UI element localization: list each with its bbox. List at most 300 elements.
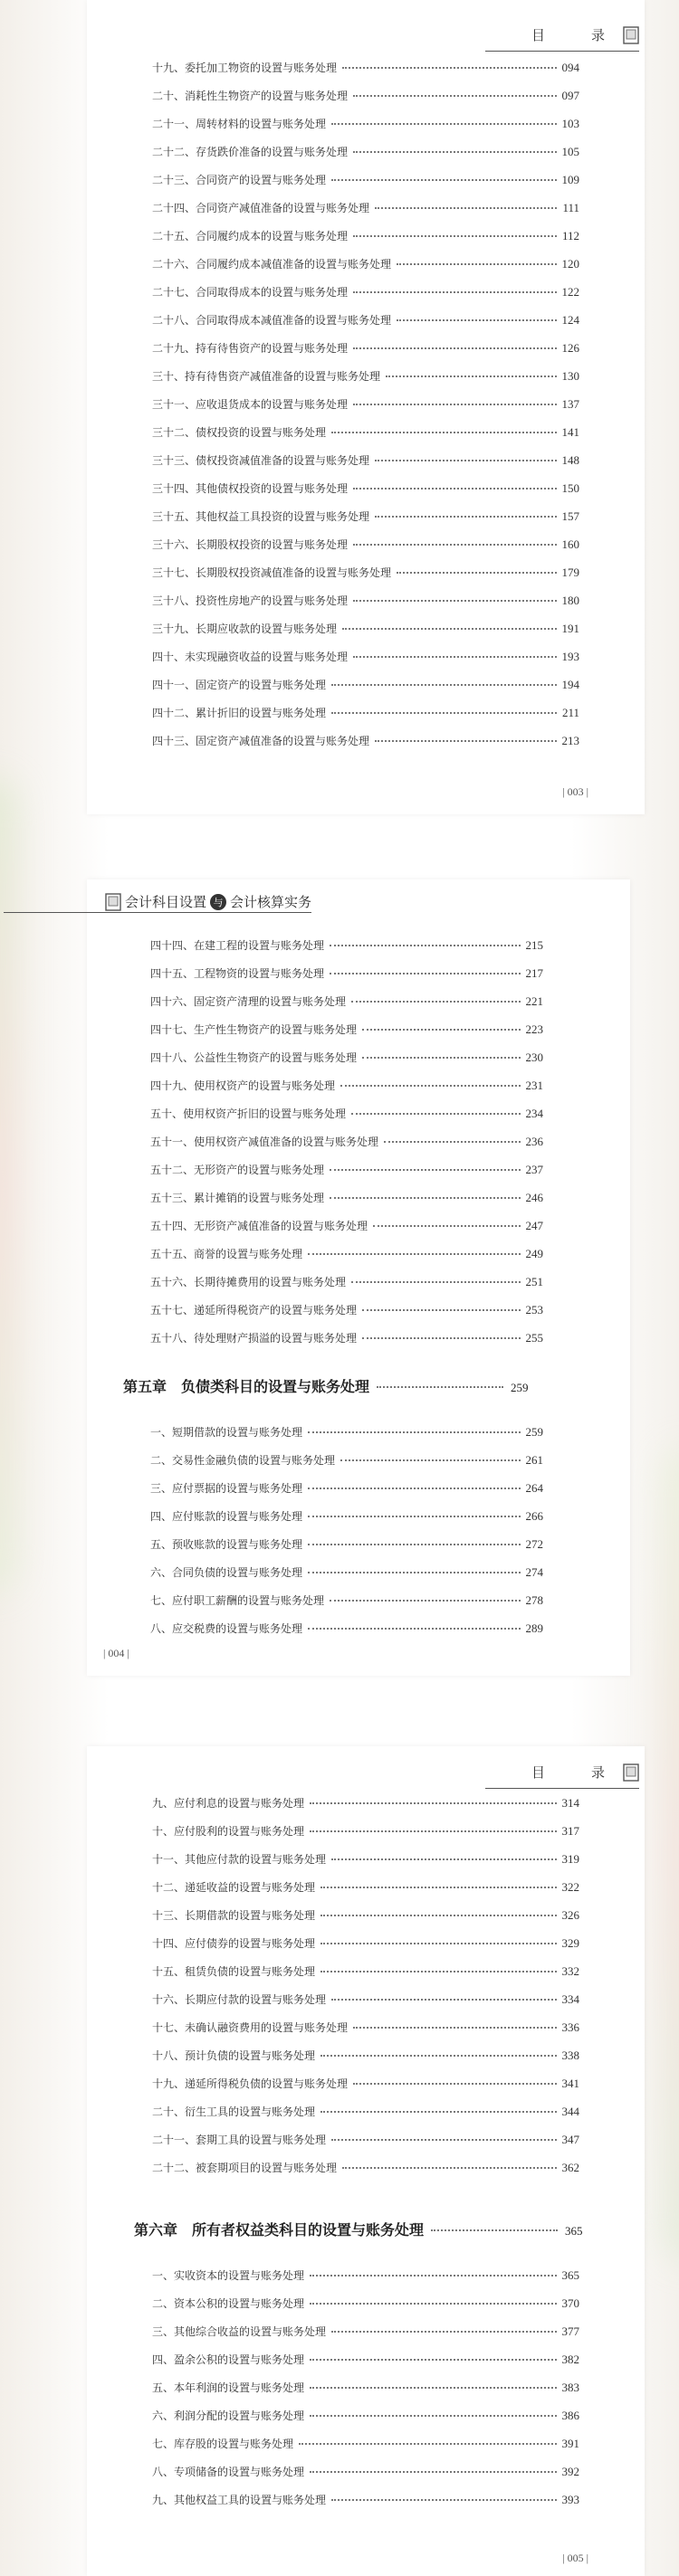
- toc-entry-title: 二十二、存货跌价准备的设置与账务处理: [152, 146, 349, 158]
- leader-dots: [310, 2415, 556, 2417]
- toc-entry-title: 五十二、无形资产的设置与账务处理: [150, 1164, 325, 1176]
- leader-dots: [342, 628, 556, 630]
- toc-entry-title: 十一、其他应付款的设置与账务处理: [152, 1853, 327, 1866]
- toc-entry-title: 三十九、长期应收款的设置与账务处理: [152, 623, 338, 635]
- book-icon: [623, 26, 639, 44]
- chapter-block: [134, 2202, 583, 2520]
- toc-entry-title: 八、应交税费的设置与账务处理: [150, 1622, 303, 1635]
- toc-entry: [150, 1190, 543, 1218]
- leader-dots: [320, 1915, 556, 1916]
- toc-page-number: 249: [525, 1247, 543, 1260]
- header-and-badge: 与: [210, 894, 226, 910]
- toc-page-number: 230: [525, 1050, 543, 1064]
- toc-entry-title: 十六、长期应付款的设置与账务处理: [152, 1993, 327, 2006]
- leader-dots: [310, 1802, 556, 1804]
- toc-entry: [152, 2267, 579, 2296]
- toc-page-number: 338: [561, 2048, 579, 2062]
- leader-dots: [351, 1001, 520, 1003]
- toc-entry: [152, 452, 579, 480]
- toc-page-number: 344: [561, 2105, 579, 2118]
- leader-dots: [386, 375, 556, 377]
- leader-dots: [353, 656, 556, 658]
- leader-dots: [308, 1544, 520, 1545]
- toc-entry: [150, 1050, 543, 1078]
- toc-entry: [150, 1452, 543, 1480]
- page-header: [103, 892, 311, 911]
- leader-dots: [397, 319, 556, 321]
- toc-entry-title: 二十、消耗性生物资产的设置与账务处理: [152, 90, 349, 102]
- toc-entry: [150, 1424, 543, 1452]
- book-icon: [623, 1763, 639, 1782]
- toc-entry-title: 十七、未确认融资费用的设置与账务处理: [152, 2021, 349, 2034]
- toc-entry-title: 十五、租赁负债的设置与账务处理: [152, 1965, 316, 1978]
- toc-page-number: 264: [525, 1481, 543, 1495]
- toc-page-number: 393: [561, 2493, 579, 2506]
- leader-dots: [330, 1600, 520, 1602]
- toc-entry: [152, 2380, 579, 2408]
- chapter-title: 第五章 负债类科目的设置与账务处理: [123, 1378, 370, 1395]
- toc-entry: [150, 1022, 543, 1050]
- toc-page-number: 126: [561, 341, 579, 355]
- toc-entry-title: 三十、持有待售资产减值准备的设置与账务处理: [152, 370, 381, 383]
- leader-dots: [353, 291, 556, 293]
- toc-entry: [152, 424, 579, 452]
- toc-page-number: 382: [561, 2353, 579, 2366]
- toc-entry: [152, 480, 579, 509]
- toc-entry: [150, 1106, 543, 1134]
- leader-dots: [377, 1386, 503, 1388]
- leader-dots: [362, 1337, 520, 1339]
- leader-dots: [330, 1197, 520, 1199]
- toc-page-number: 391: [561, 2437, 579, 2450]
- toc-page-number: 194: [561, 678, 579, 691]
- leader-dots: [310, 2471, 556, 2473]
- toc-list: [150, 937, 543, 1358]
- toc-entry-title: 五十四、无形资产减值准备的设置与账务处理: [150, 1220, 368, 1232]
- leader-dots: [331, 2139, 556, 2141]
- toc-entry-title: 十九、递延所得税负债的设置与账务处理: [152, 2077, 349, 2090]
- toc-entry-title: 三十一、应收退货成本的设置与账务处理: [152, 398, 349, 411]
- chapter-heading: [123, 1375, 543, 1412]
- toc-page-number: 094: [561, 61, 579, 74]
- toc-page-number: 272: [525, 1537, 543, 1551]
- book-icon: [105, 893, 121, 911]
- toc-entry: [152, 2324, 579, 2352]
- toc-page-number: 365: [565, 2224, 583, 2238]
- toc-entry: [150, 1274, 543, 1302]
- toc-page-number: 266: [525, 1509, 543, 1523]
- header-title: 目 录: [531, 1764, 621, 1781]
- toc-entry-title: 一、短期借款的设置与账务处理: [150, 1426, 303, 1439]
- toc-entry: [150, 965, 543, 993]
- toc-entry-title: 五十、使用权资产折旧的设置与账务处理: [150, 1107, 347, 1120]
- leader-dots: [331, 684, 556, 686]
- decorative-background-left: [0, 778, 18, 1592]
- toc-entry: [150, 1218, 543, 1246]
- toc-page-number: 124: [561, 313, 579, 327]
- toc-page-number: 261: [525, 1453, 543, 1467]
- toc-entry-title: 三十三、债权投资减值准备的设置与账务处理: [152, 454, 370, 467]
- toc-page-number: 332: [561, 1964, 579, 1978]
- toc-page-number: 231: [525, 1079, 543, 1092]
- toc-entry: [152, 649, 579, 677]
- toc-page-number: 246: [525, 1191, 543, 1204]
- toc-page-number: 317: [561, 1824, 579, 1838]
- toc-entry-title: 二十五、合同履约成本的设置与账务处理: [152, 230, 349, 242]
- leader-dots: [353, 347, 556, 349]
- toc-entry: [152, 1907, 579, 1935]
- toc-page-number: 120: [561, 257, 579, 271]
- toc-entry: [150, 1162, 543, 1190]
- toc-entry-title: 一、实收资本的设置与账务处理: [152, 2269, 305, 2282]
- toc-entry: [152, 200, 579, 228]
- toc-page-number: 386: [561, 2409, 579, 2422]
- toc-page-005: [87, 1746, 645, 2576]
- toc-entry-title: 四十一、固定资产的设置与账务处理: [152, 679, 327, 691]
- toc-entry-title: 四十二、累计折旧的设置与账务处理: [152, 707, 327, 719]
- page-number: | 003 |: [562, 785, 588, 798]
- leader-dots: [351, 1113, 520, 1115]
- leader-dots: [320, 2055, 556, 2057]
- header-rule: [485, 1788, 639, 1789]
- leader-dots: [353, 600, 556, 602]
- toc-entry-title: 十九、委托加工物资的设置与账务处理: [152, 62, 338, 74]
- toc-entry: [150, 1564, 543, 1592]
- leader-dots: [310, 2387, 556, 2389]
- leader-dots: [308, 1488, 520, 1489]
- leader-dots: [362, 1057, 520, 1059]
- toc-page-number: 392: [561, 2465, 579, 2478]
- toc-entry: [150, 1330, 543, 1358]
- toc-page-number: 217: [525, 966, 543, 980]
- toc-entry-title: 三、其他综合收益的设置与账务处理: [152, 2325, 327, 2338]
- toc-page-number: 211: [561, 706, 579, 719]
- toc-list: [152, 1795, 579, 2188]
- toc-entry-title: 二十九、持有待售资产的设置与账务处理: [152, 342, 349, 355]
- leader-dots: [308, 1572, 520, 1573]
- toc-page-number: 247: [525, 1219, 543, 1232]
- toc-entry: [150, 1078, 543, 1106]
- toc-entry-title: 十二、递延收益的设置与账务处理: [152, 1881, 316, 1894]
- leader-dots: [331, 1858, 556, 1860]
- header-book-title-right: 会计核算实务: [230, 894, 312, 910]
- toc-entry: [152, 1879, 579, 1907]
- toc-entry-title: 三十六、长期股权投资的设置与账务处理: [152, 538, 349, 551]
- leader-dots: [362, 1309, 520, 1311]
- leader-dots: [353, 151, 556, 153]
- toc-entry: [152, 1991, 579, 2020]
- toc-page-number: 236: [525, 1135, 543, 1148]
- toc-entry-title: 二、资本公积的设置与账务处理: [152, 2297, 305, 2310]
- toc-entry: [150, 993, 543, 1022]
- toc-entry-title: 三十五、其他权益工具投资的设置与账务处理: [152, 510, 370, 523]
- leader-dots: [308, 1516, 520, 1517]
- toc-page-number: 137: [561, 397, 579, 411]
- toc-entry: [152, 621, 579, 649]
- toc-page-number: 253: [525, 1303, 543, 1317]
- toc-entry: [152, 2076, 579, 2104]
- toc-entry-title: 三十二、债权投资的设置与账务处理: [152, 426, 327, 439]
- toc-entry: [150, 1621, 543, 1649]
- toc-entry: [150, 1302, 543, 1330]
- toc-page-number: 326: [561, 1908, 579, 1922]
- leader-dots: [384, 1141, 520, 1143]
- toc-entry: [152, 593, 579, 621]
- leader-dots: [397, 263, 556, 265]
- leader-dots: [331, 179, 556, 181]
- leader-dots: [362, 1029, 520, 1031]
- toc-entry-title: 四十七、生产性生物资产的设置与账务处理: [150, 1023, 358, 1036]
- toc-entry: [152, 537, 579, 565]
- header-rule: [4, 912, 311, 913]
- toc-page-number: 213: [561, 734, 579, 747]
- leader-dots: [373, 1225, 520, 1227]
- decorative-background-right: [661, 1448, 679, 2262]
- toc-entry: [150, 1508, 543, 1536]
- leader-dots: [375, 207, 557, 209]
- leader-dots: [353, 404, 556, 405]
- leader-dots: [353, 544, 556, 546]
- toc-entry-title: 六、合同负债的设置与账务处理: [150, 1566, 303, 1579]
- toc-page-number: 111: [562, 201, 579, 214]
- toc-page-number: 221: [525, 994, 543, 1008]
- toc-entry: [152, 172, 579, 200]
- leader-dots: [310, 2303, 556, 2305]
- toc-page-number: 362: [561, 2161, 579, 2174]
- toc-page-number: 255: [525, 1331, 543, 1345]
- toc-page-number: 274: [525, 1565, 543, 1579]
- toc-entry-title: 九、其他权益工具的设置与账务处理: [152, 2494, 327, 2506]
- toc-entry-title: 三十八、投资性房地产的设置与账务处理: [152, 594, 349, 607]
- leader-dots: [375, 460, 556, 461]
- toc-entry-title: 二十二、被套期项目的设置与账务处理: [152, 2162, 338, 2174]
- toc-page-number: 251: [525, 1275, 543, 1288]
- leader-dots: [308, 1431, 520, 1433]
- toc-entry-title: 四十九、使用权资产的设置与账务处理: [150, 1079, 336, 1092]
- toc-entry-title: 七、库存股的设置与账务处理: [152, 2438, 294, 2450]
- toc-entry: [152, 2020, 579, 2048]
- leader-dots: [331, 2331, 556, 2333]
- leader-dots: [340, 1459, 520, 1461]
- toc-page-number: 259: [525, 1425, 543, 1439]
- toc-page-number: 336: [561, 2020, 579, 2034]
- toc-page-number: 109: [561, 173, 579, 186]
- toc-page-number: 103: [561, 117, 579, 130]
- toc-page-number: 130: [561, 369, 579, 383]
- leader-dots: [331, 432, 556, 433]
- toc-entry: [150, 1134, 543, 1162]
- toc-page-number: 150: [561, 481, 579, 495]
- toc-entry-title: 五十一、使用权资产减值准备的设置与账务处理: [150, 1136, 379, 1148]
- leader-dots: [330, 1169, 520, 1171]
- toc-entry-title: 三十七、长期股权投资减值准备的设置与账务处理: [152, 566, 392, 579]
- toc-entry-title: 四十三、固定资产减值准备的设置与账务处理: [152, 735, 370, 747]
- toc-entry-title: 四十六、固定资产清理的设置与账务处理: [150, 995, 347, 1008]
- toc-entry: [150, 937, 543, 965]
- leader-dots: [353, 488, 556, 490]
- toc-page-004: [87, 879, 630, 1676]
- leader-dots: [331, 2499, 556, 2501]
- toc-entry-title: 四十、未实现融资收益的设置与账务处理: [152, 651, 349, 663]
- toc-list: [152, 60, 579, 761]
- toc-entry: [152, 1935, 579, 1963]
- leader-dots: [375, 516, 556, 518]
- toc-page-number: 289: [525, 1621, 543, 1635]
- toc-entry-title: 十、应付股利的设置与账务处理: [152, 1825, 305, 1838]
- toc-entry: [152, 88, 579, 116]
- toc-entry-title: 二十一、套期工具的设置与账务处理: [152, 2134, 327, 2146]
- toc-entry: [152, 2464, 579, 2492]
- chapter-heading: [134, 2219, 583, 2255]
- toc-entry-title: 二十七、合同取得成本的设置与账务处理: [152, 286, 349, 299]
- toc-entry: [152, 1851, 579, 1879]
- leader-dots: [431, 2229, 558, 2231]
- toc-entry: [152, 1795, 579, 1823]
- toc-entry: [150, 1246, 543, 1274]
- leader-dots: [331, 1999, 556, 2001]
- toc-page-number: 141: [561, 425, 579, 439]
- toc-entry: [152, 60, 579, 88]
- page-number: | 005 |: [562, 2552, 588, 2564]
- toc-entry: [152, 368, 579, 396]
- toc-entry: [152, 256, 579, 284]
- page-number: | 004 |: [103, 1647, 129, 1659]
- toc-page-number: 160: [561, 537, 579, 551]
- toc-page-number: 237: [525, 1163, 543, 1176]
- toc-page-number: 383: [561, 2381, 579, 2394]
- toc-entry-title: 二十三、合同资产的设置与账务处理: [152, 174, 327, 186]
- toc-page-number: 347: [561, 2133, 579, 2146]
- toc-entry: [152, 116, 579, 144]
- toc-entry: [152, 2492, 579, 2520]
- toc-entry: [152, 2104, 579, 2132]
- toc-page-number: 377: [561, 2324, 579, 2338]
- leader-dots: [330, 945, 520, 946]
- toc-entry-title: 五十五、商誉的设置与账务处理: [150, 1248, 303, 1260]
- leader-dots: [331, 712, 557, 714]
- toc-page-number: 097: [561, 89, 579, 102]
- toc-page-number: 148: [561, 453, 579, 467]
- toc-entry-title: 十四、应付债券的设置与账务处理: [152, 1937, 316, 1950]
- toc-page-003: [87, 0, 645, 814]
- toc-entry-title: 二十八、合同取得成本减值准备的设置与账务处理: [152, 314, 392, 327]
- toc-entry: [152, 2132, 579, 2160]
- leader-dots: [310, 1830, 556, 1832]
- toc-page-number: 122: [561, 285, 579, 299]
- leader-dots: [353, 235, 557, 237]
- leader-dots: [353, 2027, 556, 2029]
- chapter-title: 第六章 所有者权益类科目的设置与账务处理: [134, 2221, 425, 2239]
- leader-dots: [299, 2443, 556, 2445]
- toc-page-number: 322: [561, 1880, 579, 1894]
- page-header: [531, 25, 639, 44]
- toc-entry-title: 五十八、待处理财产损溢的设置与账务处理: [150, 1332, 358, 1345]
- toc-entry-title: 四十八、公益性生物资产的设置与账务处理: [150, 1051, 358, 1064]
- toc-entry-title: 三、应付票据的设置与账务处理: [150, 1482, 303, 1495]
- toc-entry: [152, 228, 579, 256]
- toc-entry-title: 二十一、周转材料的设置与账务处理: [152, 118, 327, 130]
- leader-dots: [342, 67, 556, 69]
- leader-dots: [320, 1971, 556, 1972]
- toc-entry: [152, 2408, 579, 2436]
- toc-page-number: 278: [525, 1593, 543, 1607]
- toc-entry-title: 四十四、在建工程的设置与账务处理: [150, 939, 325, 952]
- leader-dots: [342, 2167, 556, 2169]
- toc-entry-title: 三十四、其他债权投资的设置与账务处理: [152, 482, 349, 495]
- leader-dots: [351, 1281, 520, 1283]
- toc-entry: [152, 1963, 579, 1991]
- toc-page-number: 179: [561, 566, 579, 579]
- toc-page-number: 191: [561, 622, 579, 635]
- leader-dots: [375, 740, 556, 742]
- toc-entry-title: 二十四、合同资产减值准备的设置与账务处理: [152, 202, 370, 214]
- toc-entry: [150, 1592, 543, 1621]
- page-header: [531, 1763, 639, 1782]
- toc-entry: [152, 284, 579, 312]
- toc-page-number: 112: [561, 229, 579, 242]
- leader-dots: [340, 1085, 520, 1087]
- toc-entry-title: 五十七、递延所得税资产的设置与账务处理: [150, 1304, 358, 1317]
- toc-entry: [152, 340, 579, 368]
- toc-entry: [152, 396, 579, 424]
- header-rule: [485, 51, 639, 52]
- toc-page-number: 234: [525, 1107, 543, 1120]
- chapter-block: [123, 1359, 543, 1649]
- toc-entry-title: 十三、长期借款的设置与账务处理: [152, 1909, 316, 1922]
- toc-entry: [152, 1823, 579, 1851]
- toc-entry-title: 二十、衍生工具的设置与账务处理: [152, 2105, 316, 2118]
- toc-entry-title: 四、盈余公积的设置与账务处理: [152, 2353, 305, 2366]
- leader-dots: [320, 2111, 556, 2113]
- toc-entry-title: 四十五、工程物资的设置与账务处理: [150, 967, 325, 980]
- toc-entry: [152, 2160, 579, 2188]
- leader-dots: [397, 572, 556, 574]
- toc-entry-title: 五、预收账款的设置与账务处理: [150, 1538, 303, 1551]
- toc-entry: [150, 1536, 543, 1564]
- toc-entry: [150, 1480, 543, 1508]
- leader-dots: [320, 1943, 556, 1944]
- toc-entry-title: 五、本年利润的设置与账务处理: [152, 2381, 305, 2394]
- toc-page-number: 259: [511, 1381, 529, 1394]
- header-book-title-left: 会计科目设置: [125, 894, 207, 910]
- toc-entry-title: 七、应付职工薪酬的设置与账务处理: [150, 1594, 325, 1607]
- toc-page-number: 319: [561, 1852, 579, 1866]
- toc-page-number: 365: [561, 2268, 579, 2282]
- toc-entry-title: 八、专项储备的设置与账务处理: [152, 2466, 305, 2478]
- leader-dots: [310, 2359, 556, 2361]
- leader-dots: [310, 2275, 556, 2277]
- toc-page-number: 180: [561, 594, 579, 607]
- toc-entry: [152, 144, 579, 172]
- toc-entry: [152, 677, 579, 705]
- toc-page-number: 105: [561, 145, 579, 158]
- toc-entry-title: 五十六、长期待摊费用的设置与账务处理: [150, 1276, 347, 1288]
- toc-entry-title: 十八、预计负债的设置与账务处理: [152, 2049, 316, 2062]
- toc-page-number: 223: [525, 1022, 543, 1036]
- toc-entry-title: 四、应付账款的设置与账务处理: [150, 1510, 303, 1523]
- toc-entry: [152, 2352, 579, 2380]
- leader-dots: [331, 123, 556, 125]
- leader-dots: [308, 1628, 520, 1630]
- leader-dots: [330, 973, 520, 974]
- toc-entry-title: 五十三、累计摊销的设置与账务处理: [150, 1192, 325, 1204]
- toc-page-number: 157: [561, 509, 579, 523]
- toc-page-number: 341: [561, 2077, 579, 2090]
- leader-dots: [320, 1887, 556, 1888]
- toc-entry: [152, 509, 579, 537]
- toc-entry: [152, 2296, 579, 2324]
- toc-page-number: 329: [561, 1936, 579, 1950]
